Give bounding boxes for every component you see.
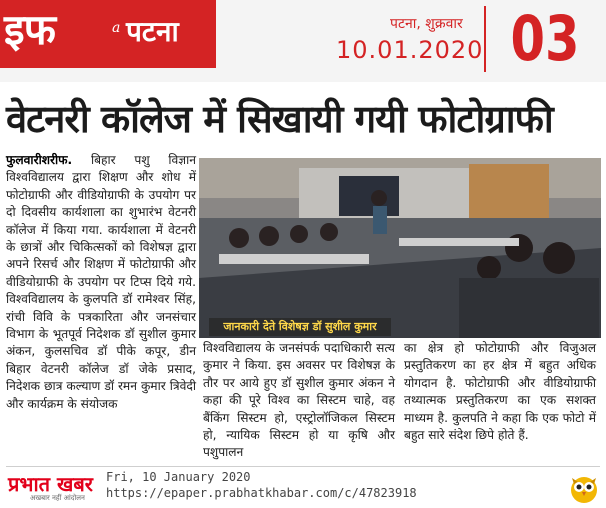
- article-headline: वेटनरी कॉलेज में सिखायी गयी फोटोग्राफी: [6, 97, 553, 141]
- column-3-text: का क्षेत्र हो फोटोग्राफी और विजुअल प्रस्तुतिकरण का हर क्षेत्र में बहुत अधिक योगदान है. फोटोग्राफी और वीडियोग्राफी तथ्यात्मक प्रस्तुतिकरण का एक सशक्त माध्यम है. कुलपति ने कहा कि एक फोटो में बहुत सारे संदेश छिपे होते हैं.: [404, 341, 596, 443]
- article-photo: [199, 158, 601, 338]
- footer-tagline: अखबार नहीं आंदोलन: [30, 494, 85, 502]
- brand-banner: [0, 0, 216, 68]
- edition-city: पटना: [126, 15, 179, 48]
- article-column-2: [203, 340, 395, 462]
- article-headline-block: [0, 84, 606, 154]
- footer-divider: [6, 466, 600, 467]
- masthead: [0, 0, 606, 82]
- classroom-photo: [199, 158, 601, 338]
- footer-logo: प्रभात खबर: [8, 472, 93, 496]
- brand-logo: इफ: [4, 5, 56, 54]
- edition-day: पटना, शुक्रवार: [390, 16, 463, 32]
- article-column-1: [6, 152, 196, 413]
- masthead-divider: [484, 6, 486, 72]
- publication-date: 10.01.2020: [336, 36, 484, 64]
- photo-caption: जानकारी देते विशेषज्ञ डॉ सुशील कुमार: [209, 318, 391, 336]
- brand-superscript: a: [112, 20, 121, 36]
- dateline: फुलवारीशरीफ.: [6, 153, 73, 167]
- column-2-text: विश्वविद्यालय के जनसंपर्क पदाधिकारी सत्य कुमार ने किया. इस अवसर पर विशेषज्ञ के तौर पर आये हुए डॉ सुशील कुमार अंकन ने कहा की पूरे विश्व का सिस्टम चाहे, वह बैंकिंग सिस्टम हो, एस्ट्रोलॉजिकल सिस्टम हो, न्यायिक सिस्टम हो या कृषि और पशुपालन: [203, 341, 395, 460]
- page-number: 03: [510, 2, 580, 75]
- article-column-3: [404, 340, 596, 444]
- footer-date: Fri, 10 January 2020: [106, 470, 251, 484]
- owl-icon: [568, 470, 600, 504]
- epaper-link[interactable]: https://epaper.prabhatkhabar.com/c/47823918: [106, 486, 417, 500]
- column-1-text: बिहार पशु विज्ञान विश्वविद्यालय द्वारा शिक्षण और शोध में फोटोग्राफी और वीडियोग्राफी के उपयोग पर दो दिवसीय कार्यशाला का शुभारंभ वेटनरी कॉलेज में किया गया. कार्यशाला में वेटनरी के छात्रों और चिकित्सकों को विशेषज्ञ द्वारा अपने रिसर्च और शिक्षण में फोटोग्राफी और वीडियोग्राफी के उपयोग पर टिप्स दिये गये. विश्वविद्यालय के कुलपति डॉ रामेश्वर सिंह, रांची विवि के पत्रकारिता और जनसंचार विभाग के भूतपूर्व निदेशक डॉ सुशील कुमार अंकन, कुलसचिव डॉ पीके कपूर, डीन बिहार वेटनरी कॉलेज डॉ जेके प्रसाद, निदेशक छात्र कल्याण डॉ रमन कुमार त्रिवेदी और कार्यक्रम के संयोजक: [6, 153, 196, 411]
